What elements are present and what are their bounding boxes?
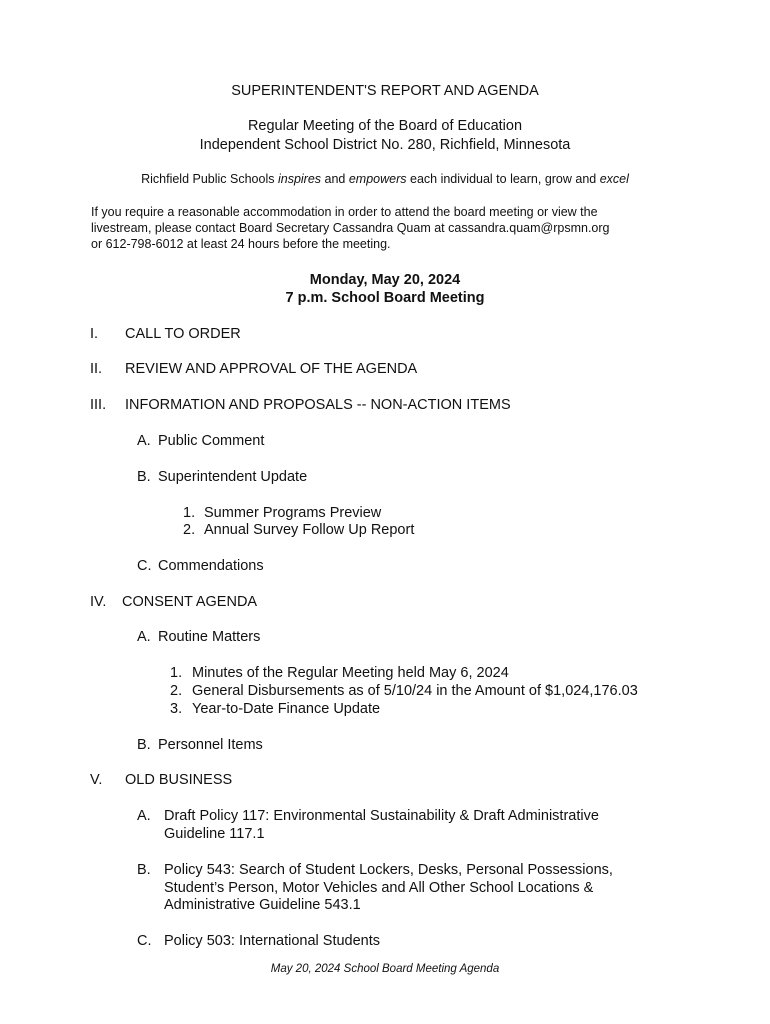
section-num: III. <box>90 397 107 413</box>
section-num: IV. <box>90 594 107 610</box>
sub-item-text: Summer Programs Preview <box>204 505 382 521</box>
sub-item-text: Year-to-Date Finance Update <box>192 701 381 717</box>
item-text: Superintendent Update <box>158 469 308 485</box>
section-num: II. <box>90 361 103 377</box>
meeting-line-1: Regular Meeting of the Board of Education <box>247 118 523 134</box>
item-letter: B. <box>137 469 151 485</box>
section-num: V. <box>90 772 103 788</box>
mission-text-1: Richfield Public Schools <box>141 172 278 186</box>
mission-excel: excel <box>599 172 629 186</box>
section-title: REVIEW AND APPROVAL OF THE AGENDA <box>125 361 418 377</box>
item-text-line: Administrative Guideline 543.1 <box>164 897 361 913</box>
section-title: CONSENT AGENDA <box>122 594 258 610</box>
item-text: Public Comment <box>158 433 265 449</box>
mission-text-3: each individual to learn, grow and <box>406 172 600 186</box>
mission-empowers: empowers <box>348 172 407 186</box>
accommodation-line-1: If you require a reasonable accommodation in order to attend the board meeting or view the <box>91 205 598 219</box>
item-text-line: Policy 543: Search of Student Lockers, Desks, Personal Possessions, <box>164 862 613 878</box>
sub-item-text: Annual Survey Follow Up Report <box>204 522 415 538</box>
item-letter: A. <box>137 433 151 449</box>
sub-item-text: Minutes of the Regular Meeting held May 6, 2024 <box>192 665 509 681</box>
item-letter: B. <box>137 737 151 753</box>
item-letter: C. <box>137 558 152 574</box>
sub-item-num: 2. <box>170 683 183 699</box>
sub-item-num: 1. <box>170 665 183 681</box>
sub-item-text: General Disbursements as of 5/10/24 in the Amount of $1,024,176.03 <box>192 683 638 699</box>
section-title: OLD BUSINESS <box>125 772 233 788</box>
item-text: Policy 503: International Students <box>164 933 381 949</box>
section-title: CALL TO ORDER <box>125 326 241 342</box>
item-text: Routine Matters <box>158 629 261 645</box>
meeting-line-2: Independent School District No. 280, Richfield, Minnesota <box>199 137 571 153</box>
item-letter: A. <box>137 629 151 645</box>
sub-item-num: 1. <box>183 505 196 521</box>
accommodation-line-3: or 612-798-6012 at least 24 hours before the meeting. <box>91 237 391 251</box>
item-text-line: Draft Policy 117: Environmental Sustainability & Draft Administrative <box>164 808 599 824</box>
item-letter: C. <box>137 933 152 949</box>
item-letter: A. <box>137 808 151 824</box>
meeting-date: Monday, May 20, 2024 <box>309 272 461 288</box>
sub-item-num: 3. <box>170 701 183 717</box>
page-footer: May 20, 2024 School Board Meeting Agenda <box>270 963 500 975</box>
item-text: Personnel Items <box>158 737 263 753</box>
item-letter: B. <box>137 862 151 878</box>
mission-inspires: inspires <box>277 172 322 186</box>
mission-text-2: and <box>321 172 349 186</box>
item-text-line: Guideline 117.1 <box>164 826 265 842</box>
page-title: SUPERINTENDENT'S REPORT AND AGENDA <box>231 83 539 99</box>
item-text: Commendations <box>158 558 264 574</box>
sub-item-num: 2. <box>183 522 196 538</box>
accommodation-line-2: livestream, please contact Board Secretary Cassandra Quam at cassandra.quam@rpsmn.org <box>91 221 610 235</box>
item-text-line: Student’s Person, Motor Vehicles and All Other School Locations & <box>164 880 594 896</box>
section-num: I. <box>90 326 99 342</box>
mission-statement <box>0 172 770 186</box>
section-title: INFORMATION AND PROPOSALS -- NON-ACTION ITEMS <box>125 397 511 413</box>
meeting-time: 7 p.m. School Board Meeting <box>285 290 485 306</box>
